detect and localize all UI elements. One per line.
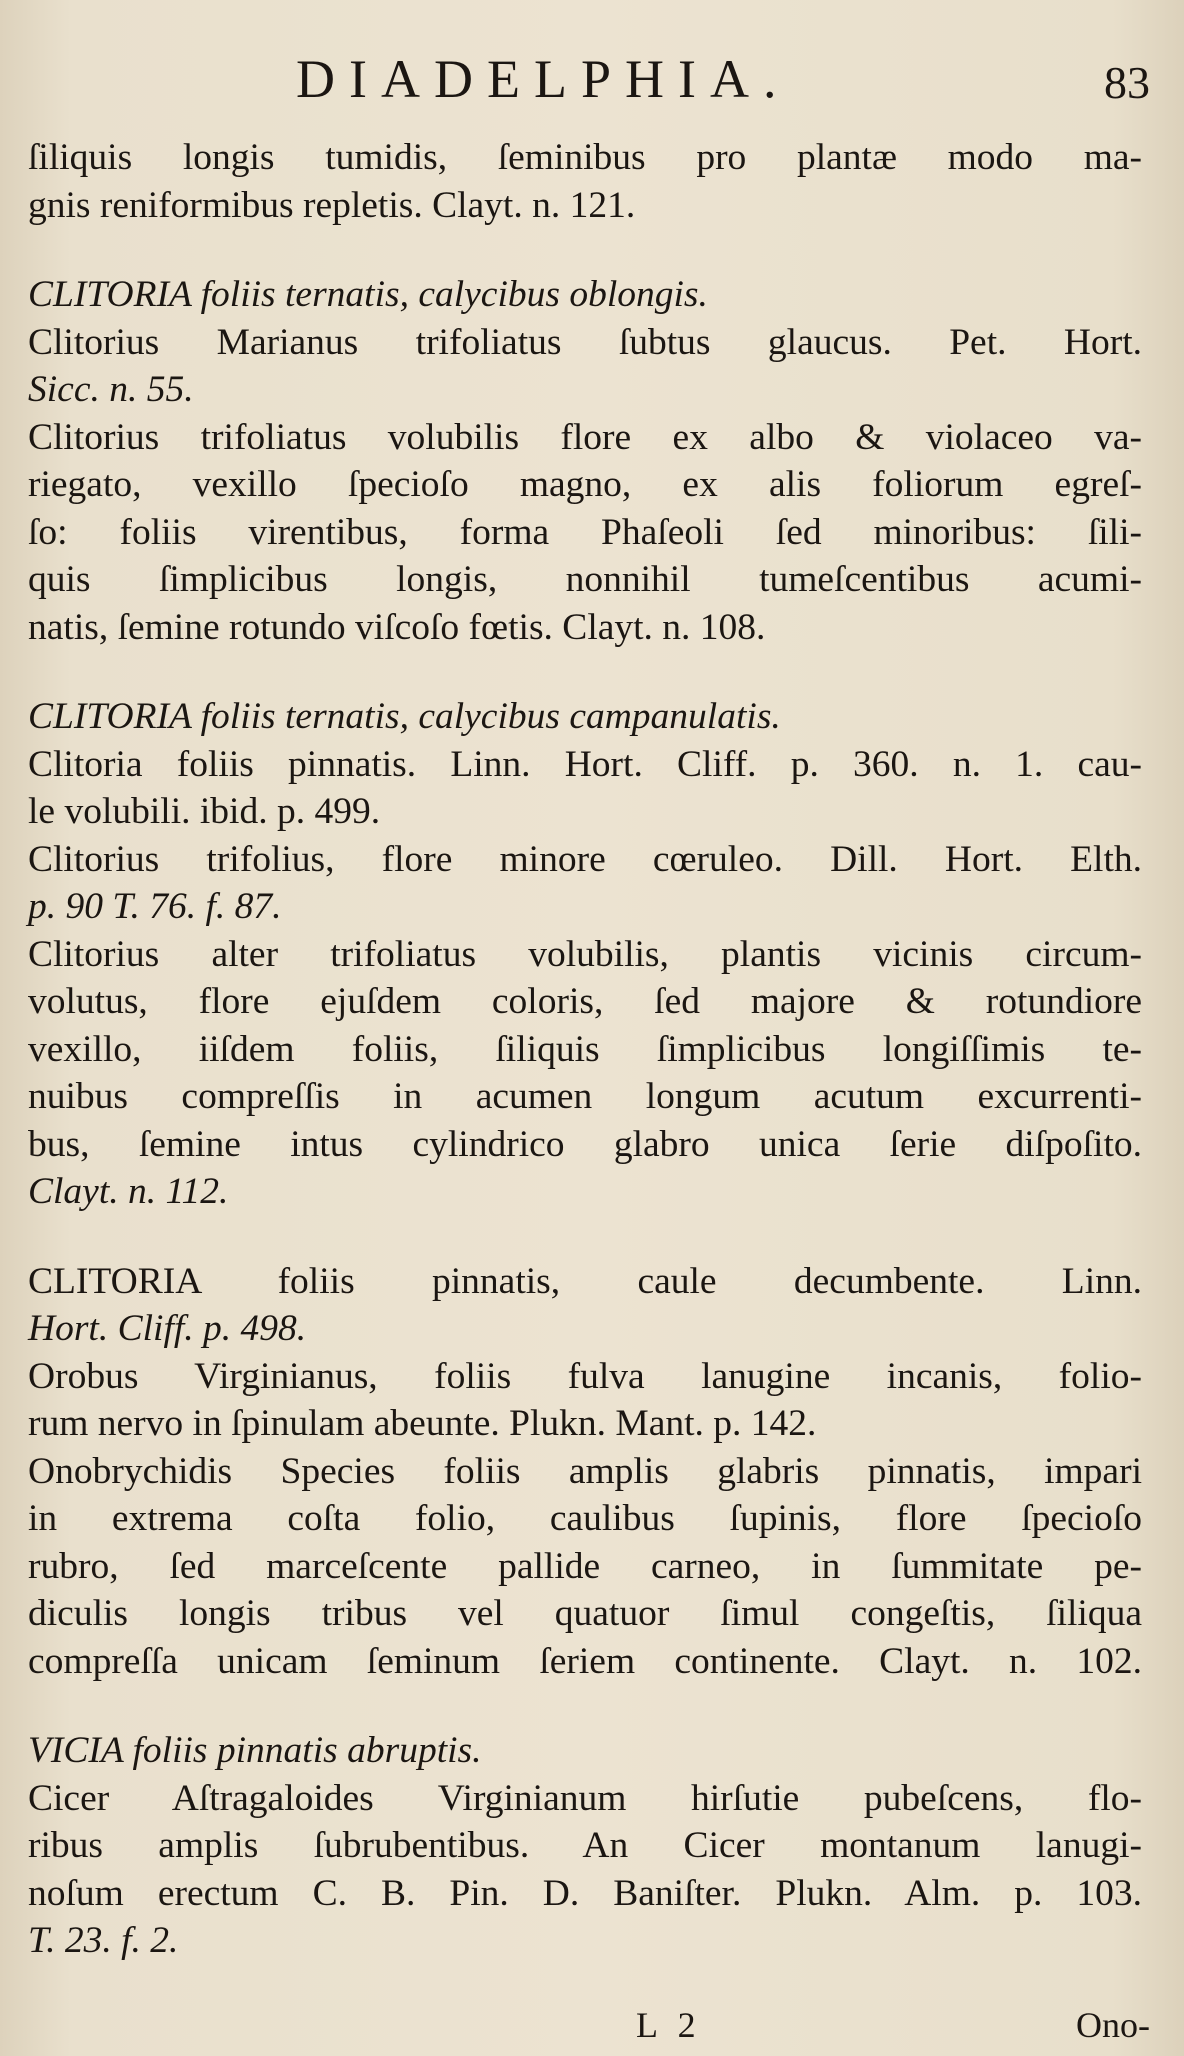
text-line: VICIA foliis pinnatis abruptis.	[28, 1730, 482, 1771]
text-line: Sicc. n. 55.	[28, 369, 194, 410]
text-line: p. 90 T. 76. f. 87.	[28, 886, 282, 927]
text-line: Cicer Aſtragaloides Virginianum hirſutie pubeſcens, flo-	[28, 1777, 1142, 1819]
text-line: gnis reniformibus repletis. Clayt. n. 121.	[28, 184, 636, 226]
text-line: noſum erectum C. B. Pin. D. Baniſter. Plukn. Alm. p. 103.	[28, 1872, 1142, 1914]
catchword: Ono-	[1076, 2005, 1150, 2045]
text-line: vexillo, iiſdem foliis, ſiliquis ſimplicibus longiſſimis te-	[28, 1028, 1142, 1070]
text-line: Onobrychidis Species foliis amplis glabris pinnatis, impari	[28, 1450, 1142, 1492]
page-header	[0, 40, 1184, 120]
text-line: in extrema coſta folio, caulibus ſupinis, flore ſpecioſo	[28, 1498, 1142, 1539]
text-line: CLITORIA foliis ternatis, calycibus campanulatis.	[28, 696, 781, 737]
text-line: nuibus compreſſis in acumen longum acutum excurrenti-	[28, 1076, 1142, 1117]
text-line: rum nervo in ſpinulam abeunte. Plukn. Mant. p. 142.	[28, 1403, 817, 1444]
text-line: CLITORIA foliis ternatis, calycibus oblongis.	[28, 274, 708, 315]
text-line: Clitorius alter trifoliatus volubilis, plantis vicinis circum-	[28, 933, 1142, 975]
text-line: diculis longis tribus vel quatuor ſimul congeſtis, ſiliqua	[28, 1593, 1142, 1634]
text-line: riegato, vexillo ſpecioſo magno, ex alis foliorum egreſ-	[28, 464, 1142, 505]
botanical-entry	[28, 1258, 1142, 1686]
text-line: Clitorius trifoliatus volubilis flore ex albo & violaceo va-	[28, 416, 1142, 458]
running-title: DIADELPHIA.	[296, 49, 791, 109]
text-line: ſiliquis longis tumidis, ſeminibus pro plantæ modo ma-	[28, 137, 1142, 178]
botanical-entry	[28, 693, 1142, 1216]
text-line: Clayt. n. 112.	[28, 1171, 229, 1212]
text-line: Hort. Cliff. p. 498.	[28, 1308, 307, 1349]
botanical-entry	[28, 271, 1142, 651]
page-body	[28, 134, 1142, 2007]
text-line: CLITORIA foliis pinnatis, caule decumbente. Linn.	[28, 1260, 1142, 1302]
botanical-entry	[28, 1727, 1142, 1965]
text-line: bus, ſemine intus cylindrico glabro unica ſerie diſpoſito.	[28, 1123, 1142, 1165]
text-line: le volubili. ibid. p. 499.	[28, 791, 381, 832]
text-line: natis, ſemine rotundo viſcoſo fœtis. Clayt. n. 108.	[28, 606, 766, 648]
text-line: Orobus Virginianus, foliis fulva lanugine incanis, folio-	[28, 1355, 1142, 1397]
text-line: quis ſimplicibus longis, nonnihil tumeſcentibus acumi-	[28, 559, 1142, 600]
text-line: Clitorius trifolius, flore minore cœruleo. Dill. Hort. Elth.	[28, 838, 1142, 880]
text-line: T. 23. f. 2.	[28, 1920, 179, 1961]
text-line: ribus amplis ſubrubentibus. An Cicer montanum lanugi-	[28, 1825, 1142, 1866]
page-footer	[0, 2004, 1184, 2048]
text-line: ſo: foliis virentibus, forma Phaſeoli ſed minoribus: ſili-	[28, 511, 1142, 553]
text-line: volutus, flore ejuſdem coloris, ſed majore & rotundiore	[28, 981, 1142, 1022]
text-line: Clitoria foliis pinnatis. Linn. Hort. Cliff. p. 360. n. 1. cau-	[28, 743, 1142, 785]
signature-mark: L 2	[636, 2005, 702, 2045]
text-line: Clitorius Marianus trifoliatus ſubtus glaucus. Pet. Hort.	[28, 321, 1142, 363]
text-line: rubro, ſed marceſcente pallide carneo, in ſummitate pe-	[28, 1545, 1142, 1587]
botanical-entry	[28, 134, 1142, 229]
page-number: 83	[1104, 57, 1150, 108]
text-line: compreſſa unicam ſeminum ſeriem continente. Clayt. n. 102.	[28, 1640, 1142, 1682]
